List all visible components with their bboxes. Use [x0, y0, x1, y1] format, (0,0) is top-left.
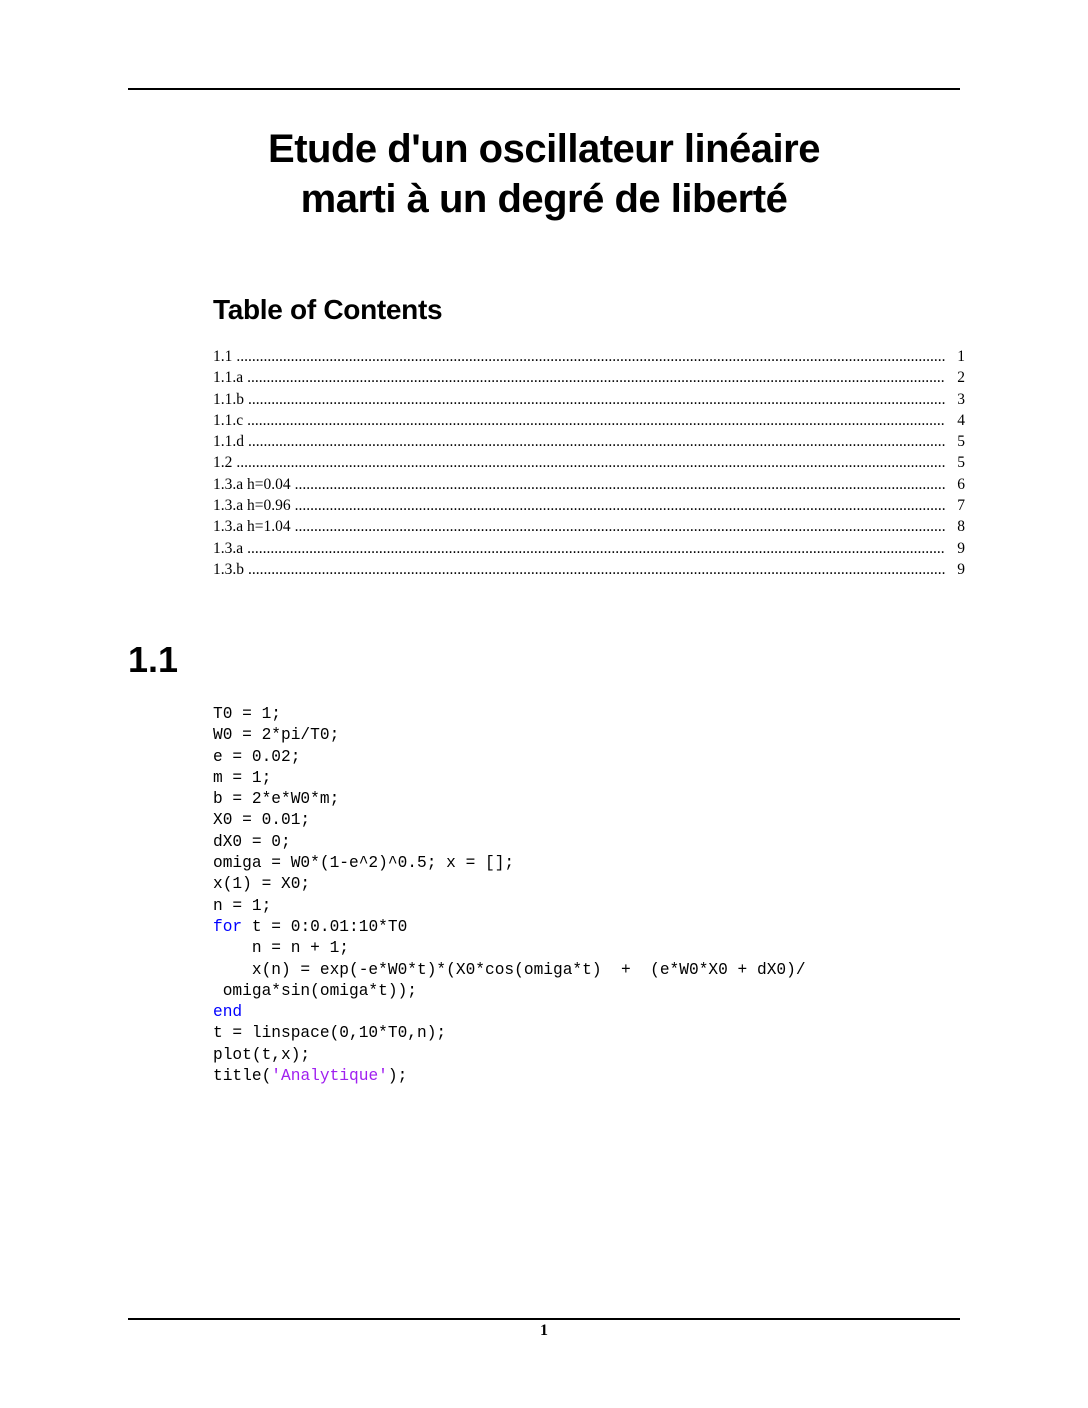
toc-entry-1-3-a[interactable] — [213, 538, 965, 559]
toc-entry-page: 9 — [957, 539, 965, 557]
code-line: plot(t,x); — [213, 1045, 311, 1064]
code-line: X0 = 0.01; — [213, 811, 311, 830]
toc-leader-dots — [295, 495, 945, 516]
toc-leader-dots — [295, 516, 945, 537]
code-line — [213, 1002, 806, 1023]
code-line: t = linspace(0,10*T0,n); — [213, 1024, 447, 1043]
toc-entry-label: 1.2 — [213, 454, 233, 472]
title-line-1: Etude d'un oscillateur linéaire — [268, 127, 820, 171]
code-keyword: end — [213, 1003, 243, 1022]
code-line: W0 = 2*pi/T0; — [213, 726, 340, 745]
toc-entry-label: 1.1.b — [213, 390, 244, 408]
toc-entry-label: 1.3.a h=0.04 — [213, 475, 291, 493]
section-heading-1-1: 1.1 — [128, 639, 179, 680]
toc-entry-1-1-d[interactable] — [213, 431, 965, 452]
code-line: x(1) = X0; — [213, 875, 311, 894]
toc-entry-page: 1 — [957, 348, 965, 365]
toc-entry-1-2[interactable] — [213, 452, 965, 473]
toc-entry-page: 8 — [957, 518, 965, 536]
code-line: n = n + 1; — [213, 939, 349, 958]
toc-leader-dots — [295, 474, 945, 495]
toc-entry-page: 5 — [957, 454, 965, 472]
toc-entry-1-3-a-h004[interactable] — [213, 474, 965, 495]
toc-entry-label: 1.3.a h=1.04 — [213, 518, 291, 536]
code-line: dX0 = 0; — [213, 832, 291, 851]
code-line: m = 1; — [213, 768, 272, 787]
toc-entry-label: 1.1 — [213, 348, 233, 365]
table-of-contents — [213, 346, 965, 580]
toc-entry-label: 1.3.a — [213, 539, 244, 557]
code-line: title('Analytique'); — [213, 1067, 408, 1086]
toc-entry-1-1-c[interactable] — [213, 410, 965, 431]
toc-leader-dots — [247, 538, 945, 559]
toc-entry-1-1[interactable] — [213, 346, 965, 367]
toc-entry-page: 6 — [957, 475, 965, 493]
code-keyword: for — [213, 917, 243, 936]
code-line: omiga = W0*(1-e^2)^0.5; x = []; — [213, 854, 515, 873]
code-string: 'Analytique' — [271, 1067, 388, 1086]
code-line: n = 1; — [213, 896, 272, 915]
code-line: b = 2*e*W0*m; — [213, 790, 340, 809]
toc-entry-1-3-a-h104[interactable] — [213, 516, 965, 537]
code-line: T0 = 1; — [213, 705, 281, 723]
toc-entry-label: 1.3.a h=0.96 — [213, 497, 291, 515]
toc-entry-1-1-b[interactable] — [213, 389, 965, 410]
page-number: 1 — [540, 1322, 548, 1339]
toc-entry-page: 2 — [957, 369, 965, 387]
toc-leader-dots — [236, 452, 945, 473]
document-title — [128, 124, 960, 224]
toc-entry-1-3-a-h096[interactable] — [213, 495, 965, 516]
toc-leader-dots — [248, 431, 945, 452]
code-block — [213, 704, 806, 1087]
toc-heading: Table of Contents — [213, 294, 443, 325]
toc-entry-page: 5 — [957, 433, 965, 451]
toc-entry-label: 1.1.c — [213, 411, 244, 429]
title-line-2: marti à un degré de liberté — [300, 177, 788, 221]
top-rule — [128, 88, 960, 90]
toc-leader-dots — [247, 410, 945, 431]
code-line: for t = 0:0.01:10*T0 — [213, 917, 408, 936]
toc-leader-dots — [236, 346, 945, 367]
toc-leader-dots — [247, 367, 945, 388]
toc-leader-dots — [248, 389, 945, 410]
toc-entry-label: 1.1.d — [213, 433, 244, 451]
code-line: x(n) = exp(-e*W0*t)*(X0*cos(omiga*t) + (e*W0*X0 + dX0)/ — [213, 960, 806, 979]
toc-entry-1-3-b[interactable] — [213, 559, 965, 580]
toc-leader-dots — [248, 559, 945, 580]
toc-entry-page: 4 — [957, 411, 965, 429]
code-line: omiga*sin(omiga*t)); — [213, 981, 417, 1000]
bottom-rule — [128, 1318, 960, 1320]
toc-entry-1-1-a[interactable] — [213, 367, 965, 388]
toc-entry-page: 9 — [957, 560, 965, 578]
toc-entry-page: 3 — [957, 390, 965, 408]
toc-entry-page: 7 — [957, 497, 965, 515]
toc-entry-label: 1.3.b — [213, 560, 244, 578]
toc-entry-label: 1.1.a — [213, 369, 244, 387]
code-line: e = 0.02; — [213, 747, 301, 766]
